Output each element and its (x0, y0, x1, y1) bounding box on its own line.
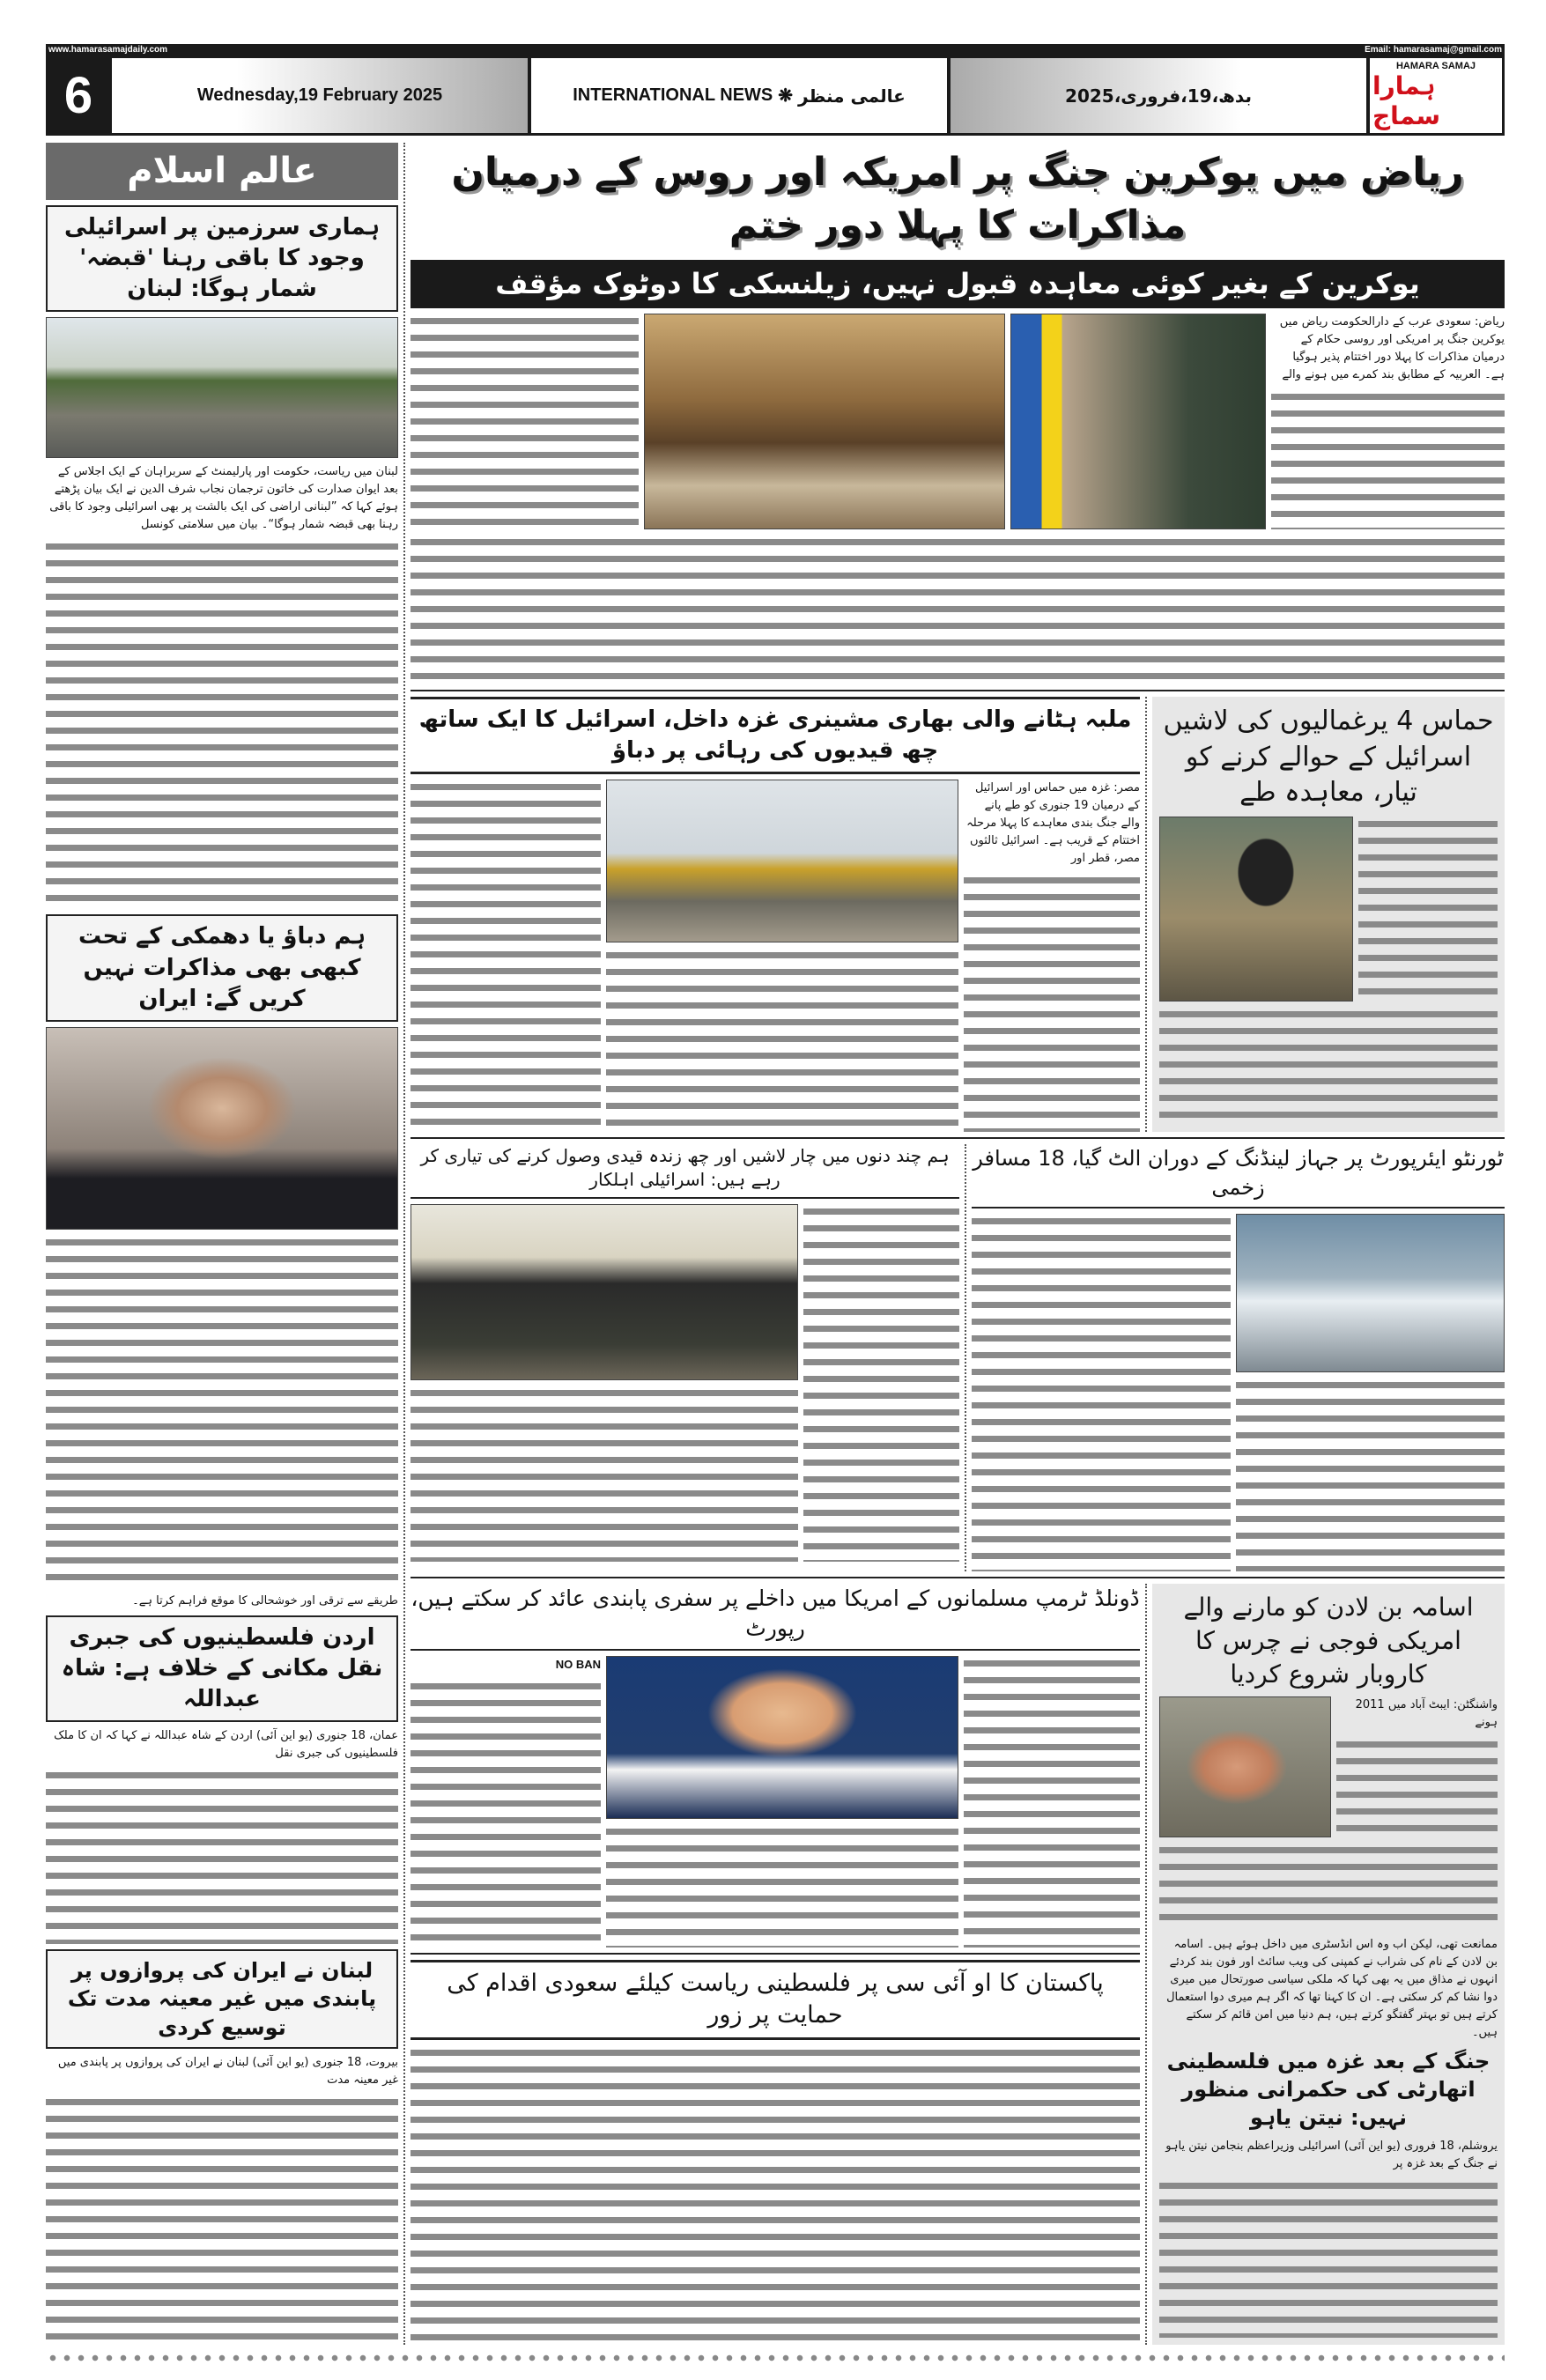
trump-columns (411, 1656, 1140, 1948)
osama-netanyahu-box (1152, 1584, 1505, 2344)
toronto-headline: ٹورنٹو ایئرپورٹ پر جہاز لینڈنگ کے دوران الٹ گیا، 18 مسافر زخمی (973, 1146, 1504, 1200)
gaza-lead: مصر: غزہ میں حماس اور اسرائیل کے درمیان 19 جنوری کو طے پانے والے جنگ بندی معاہدے کا پہلا مرحلہ اختتام کے قریب ہے۔ اسرائیل ثالثوں مصر، قطر اور (966, 781, 1140, 866)
bottom-left (411, 1584, 1140, 2344)
story-body-text (46, 539, 398, 909)
inline-term: NO BAN (555, 1657, 601, 1671)
hamas-body (1159, 1007, 1498, 1126)
left-column (46, 143, 398, 2344)
section-star-icon: ❋ (778, 86, 794, 107)
bottom-row (411, 1584, 1505, 2344)
story-body-text (46, 2095, 398, 2344)
story-body-text (46, 1768, 398, 1944)
israel-official-story (411, 1144, 959, 1571)
hamas-body (1358, 817, 1498, 1002)
netanyahu-body (1159, 2178, 1498, 2338)
armored-vehicle-photo (46, 317, 398, 458)
toronto-columns (972, 1214, 1505, 1571)
israel-toronto-row (411, 1144, 1505, 1571)
story-headline: اردن فلسطینیوں کی جبری نقل مکانی کے خلاف ہے: شاہ عبداللہ (46, 1615, 398, 1722)
main-story (411, 314, 1505, 529)
story-lead: عمان، 18 جنوری (یو این آئی) اردن کے شاہ عبداللہ نے کہا کہ ان کا ملک فلسطینیوں کی جبری نقل (54, 1729, 398, 1761)
gaza-headline: ملبہ ہٹانے والی بھاری مشینری غزہ داخل، اسرائیل کا ایک ساتھ چھ قیدیوں کی رہائی پر دباؤ (418, 706, 1132, 765)
israel-official-left (411, 1204, 798, 1562)
israel-official-body (803, 1204, 959, 1562)
main-area (411, 143, 1505, 2344)
trump-headline: ڈونلڈ ٹرمپ مسلمانوں کے امریکا میں داخلے پر سفری پابندی عائد کر سکتے ہیں، رپورٹ (411, 1585, 1140, 1641)
toronto-body (972, 1214, 1231, 1571)
pakistan-headline: پاکستان کا او آئی سی پر فلسطینی ریاست کیلئے سعودی اقدام کی حمایت پر زور (447, 1969, 1104, 2029)
main-story-body (411, 535, 1505, 684)
trump-body (606, 1824, 958, 1948)
headline-rule (972, 1207, 1505, 1208)
toronto-plane-photo (1236, 1214, 1505, 1372)
trump-body (964, 1656, 1140, 1948)
israel-official-columns (411, 1204, 959, 1562)
bulldozers-photo (606, 780, 958, 942)
osama-right (1336, 1696, 1498, 1837)
story-tail: طریقے سے ترقی اور خوشحالی کا موقع فراہم کرتا ہے۔ (132, 1593, 398, 1608)
newspaper-logo (1370, 58, 1502, 133)
main-story-lead: ریاض: سعودی عرب کے دارالحکومت ریاض میں یوکرین جنگ پر امریکی اور روسی حکام کے درمیان مذاکرات کا پہلا دور اختتام پذیر ہوگیا ہے۔ العربیہ کے مطابق بند کمرے میں ہونے والے (1279, 315, 1505, 382)
soldier-photo (1159, 1696, 1331, 1837)
trump-center (606, 1656, 958, 1948)
osama-lead: واشنگٹن: ایبٹ آباد میں 2011 ہونے (1355, 1697, 1498, 1729)
left-section-title: عالم اسلام (127, 151, 317, 192)
section-rule (411, 1577, 1505, 1578)
logo-english: HAMARA SAMAJ (1395, 61, 1476, 71)
logo-urdu: ہمارا سماج (1372, 71, 1440, 130)
section-english: INTERNATIONAL NEWS (573, 85, 773, 106)
pakistan-body (411, 2045, 1140, 2345)
main-story-right-column (1271, 314, 1505, 529)
osama-body (1159, 1843, 1498, 1931)
page-number: 6 (63, 67, 93, 125)
headline-rule (411, 1960, 1140, 1962)
headline-rule (411, 772, 1140, 774)
date-urdu: بدھ،19،فروری،2025 (951, 58, 1366, 133)
hamas-columns (1159, 817, 1498, 1002)
trump-body (411, 1679, 601, 1943)
left-section-banner (46, 143, 398, 200)
gaza-right-column (964, 780, 1140, 1132)
column-divider (403, 143, 405, 2344)
story-lead: لبنان میں ریاست، حکومت اور پارلیمنٹ کے سربراہان کے ایک اجلاس کے بعد ایوان صدارت کی خاتون ترجمان نجاب شرف الدین نے ایک بیان پڑھتے ہوئے کہا کہ ”لبنانی اراضی کی ایک بالشت پر بھی اسرائیلی وجود کا باقی رہنا بھی قبضہ شمار ہوگا“۔ بیان میں سلامتی کونسل (49, 465, 398, 532)
toronto-body (1236, 1378, 1505, 1571)
story-headline: لبنان نے ایران کی پروازوں پر پابندی میں غیر معینہ مدت تک توسیع کردی (46, 1949, 398, 2049)
israel-official-headline: ہم چند دنوں میں چار لاشیں اور چھ زندہ قیدی وصول کرنے کی تیاری کر رہے ہیں: اسرائیلی اہلکار (420, 1145, 950, 1191)
osama-headline: اسامہ بن لادن کو مارنے والے امریکی فوجی نے چرس کا کاروبار شروع کردیا (1183, 1593, 1474, 1689)
column-divider (1145, 697, 1147, 1132)
date-english: Wednesday,19 February 2025 (112, 58, 528, 133)
headline-rule (411, 697, 1140, 699)
masthead-strip (46, 44, 1505, 55)
osama-body (1336, 1737, 1498, 1834)
headline-rule (411, 1197, 959, 1199)
story-body-text (46, 1235, 398, 1587)
trump-body-column (411, 1656, 601, 1948)
decorative-dots (46, 2354, 1505, 2362)
gaza-story (411, 697, 1140, 1132)
hamas-fighter-photo (1159, 817, 1353, 1002)
section-urdu: عالمی منظر (798, 85, 906, 107)
zelensky-photo (1010, 314, 1266, 529)
section-rule (411, 1953, 1140, 1955)
headline-rule (411, 1649, 1140, 1651)
osama-columns (1159, 1696, 1498, 1837)
riyadh-meeting-photo (644, 314, 1005, 529)
gaza-columns (411, 780, 1140, 1132)
gaza-body (411, 780, 601, 1132)
main-headline: ریاض میں یوکرین جنگ پر امریکہ اور روس کے درمیان مذاکرات کا پہلا دور ختم (451, 150, 1464, 248)
toronto-story (972, 1144, 1505, 1571)
netanyahu-lead: یروشلم، 18 فروری (یو این آئی) اسرائیلی وزیراعظم بنجامن نیتن یاہو نے جنگ کے بعد غزہ پر (1165, 2139, 1498, 2170)
osama-tail: ممانعت تھی، لیکن اب وہ اس انڈسٹری میں داخل ہوئے ہیں۔ اسامہ بن لادن کے نام کی شراب نے کمپنی کی ویب سائٹ اور فون بند کردئے انہوں نے مذاق میں یہ بھی کہا کہ ملکی سیاسی صورتحال میں میری دوا نشا کم کر سکتی ہے۔ ان کا کہنا تھا کہ اگر ہم میری دوا استعمال کرتے ہیں تو بہتر گفتگو کرتے ہیں، ہم دنیا میں امن قائم کر سکتے ہیں۔ (1166, 1937, 1498, 2039)
column-divider (1145, 1584, 1147, 2344)
story-lead: بیروت، 18 جنوری (یو این آئی) لبنان نے ایران کی پروازوں پر پابندی میں غیر معینہ مدت (57, 2056, 398, 2088)
page-content (46, 143, 1505, 2344)
gaza-body (964, 873, 1140, 1132)
masthead-band (46, 55, 1505, 136)
gaza-center-column (606, 780, 958, 1132)
story-headline: ہم دباؤ یا دھمکی کے تحت کبھی بھی مذاکرات نہیں کریں گے: ایران (46, 914, 398, 1021)
main-story-body (1271, 389, 1505, 529)
gaza-hamas-row (411, 697, 1505, 1132)
gaza-body (606, 948, 958, 1132)
iran-official-photo (46, 1027, 398, 1230)
hamas-headline: حماس 4 یرغمالیوں کی لاشیں اسرائیل کے حوالے کرنے کو تیار، معاہدہ طے (1163, 706, 1494, 809)
hostage-handover-photo (411, 1204, 798, 1380)
section-title (531, 58, 947, 133)
toronto-right (1236, 1214, 1505, 1571)
hamas-story-box (1152, 697, 1505, 1132)
column-divider (965, 1144, 966, 1571)
headline-rule (411, 2037, 1140, 2040)
main-story-body (411, 314, 639, 529)
israel-official-body (411, 1386, 798, 1562)
trump-photo (606, 1656, 958, 1819)
section-rule (411, 690, 1505, 691)
netanyahu-headline: جنگ کے بعد غزہ میں فلسطینی اتھارٹی کی حکمرانی منظور نہیں: نیتن یاہو (1166, 2048, 1491, 2131)
main-subheadline: یوکرین کے بغیر کوئی معاہدہ قبول نہیں، زیلنسکی کا دوٹوک مؤقف (411, 260, 1505, 308)
email-link[interactable]: Email: hamarasamaj@gmail.com (1365, 45, 1502, 55)
story-headline: ہماری سرزمین پر اسرائیلی وجود کا باقی رہنا 'قبضہ' شمار ہوگا: لبنان (46, 205, 398, 312)
section-rule (411, 1137, 1505, 1139)
website-link[interactable]: www.hamarasamajdaily.com (48, 45, 168, 55)
